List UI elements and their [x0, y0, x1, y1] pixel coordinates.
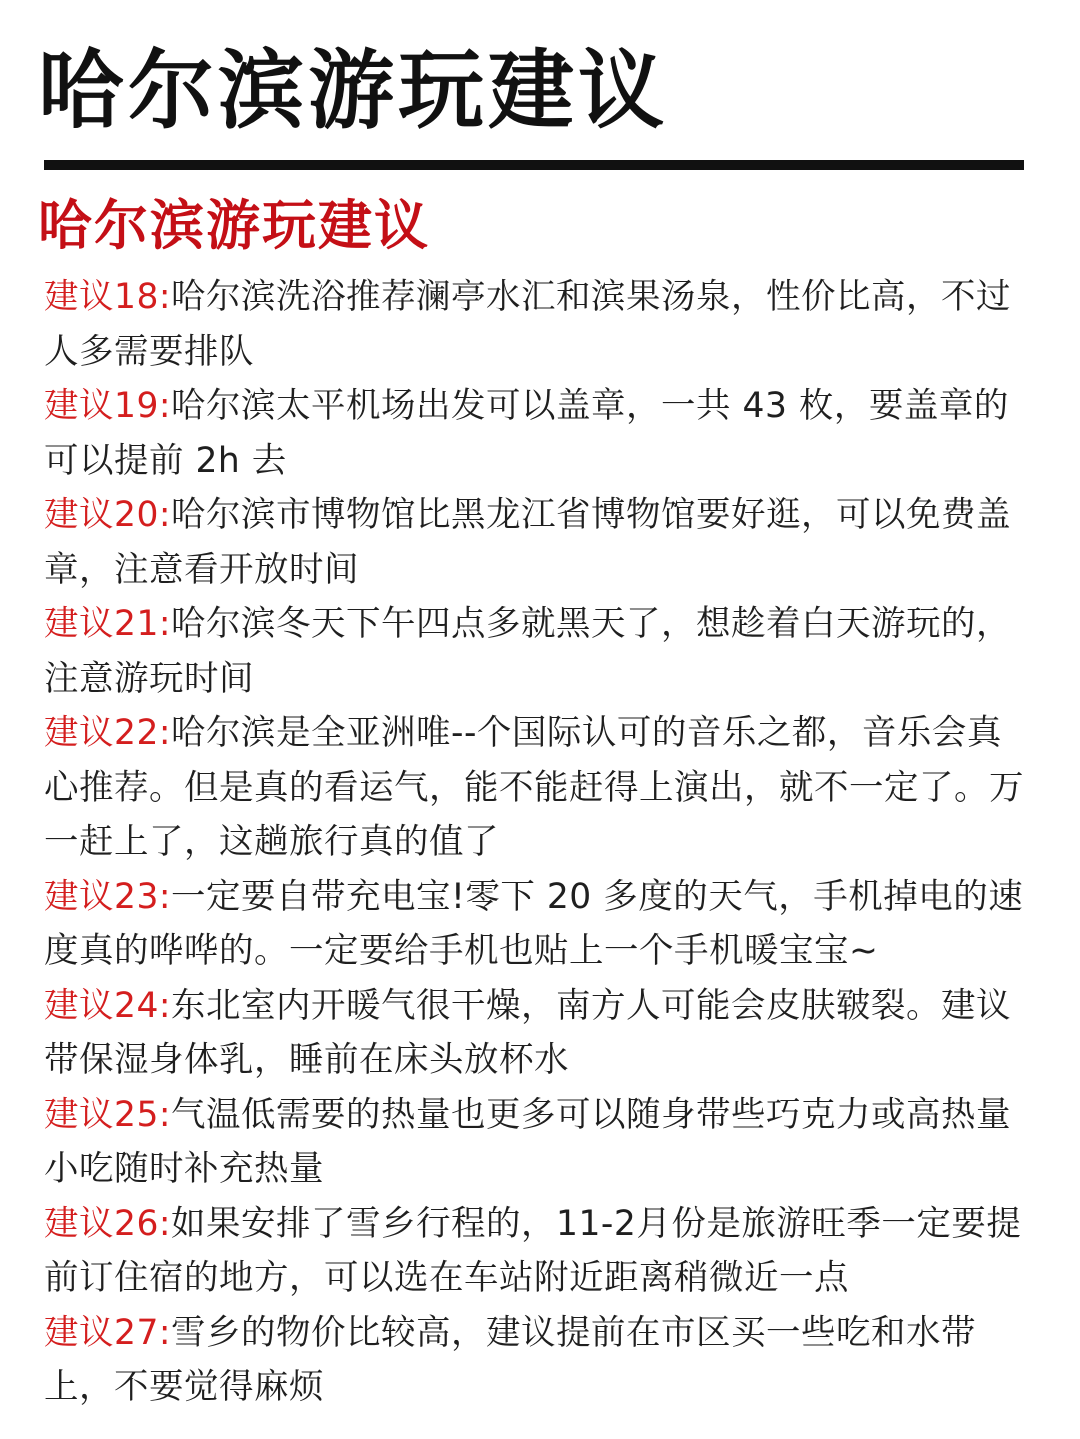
title-divider [44, 160, 1024, 170]
tip-label: 建议21: [44, 604, 172, 644]
tip-item-22 [44, 706, 1028, 870]
tip-label: 建议20: [44, 495, 172, 535]
page-title: 哈尔滨游玩建议 [38, 41, 668, 141]
tip-label: 建议18: [44, 277, 172, 317]
tip-item-26 [44, 1197, 1028, 1306]
tip-item-21 [44, 597, 1028, 706]
tip-text: 哈尔滨是全亚洲唯--个国际认可的音乐之都，音乐会真心推荐。但是真的看运气，能不能赶得上演出，就不一定了。万一赶上了，这趟旅行真的值了 [44, 713, 1024, 862]
tip-label: 建议24: [44, 985, 172, 1026]
tip-text: 东北室内开暖气很干燥，南方人可能会皮肤皲裂。建议带保湿身体乳，睡前在床头放杯水 [44, 985, 1012, 1080]
tip-item-18 [44, 270, 1028, 379]
tip-text: 气温低需要的热量也更多可以随身带些巧克力或高热量小吃随时补充热量 [44, 1094, 1012, 1189]
section-title: 哈尔滨游玩建议 [38, 194, 430, 257]
tip-item-20 [44, 488, 1028, 597]
tip-item-25 [44, 1088, 1028, 1197]
tip-item-27 [44, 1306, 1028, 1415]
tip-label: 建议25: [44, 1094, 172, 1135]
tip-text: 哈尔滨冬天下午四点多就黑天了，想趁着白天游玩的，注意游玩时间 [44, 604, 1012, 699]
tip-text: 如果安排了雪乡行程的，11-2月份是旅游旺季一定要提前订住宿的地方，可以选在车站附近距离稍微近一点 [44, 1203, 1022, 1298]
tip-item-19 [44, 379, 1028, 488]
tip-text: 一定要自带充电宝!零下 20 多度的天气，手机掉电的速度真的哗哗的。一定要给手机也贴上一个手机暖宝宝~ [44, 876, 1024, 971]
tip-text: 哈尔滨市博物馆比黑龙江省博物馆要好逛，可以免费盖章，注意看开放时间 [44, 495, 1012, 590]
tip-label: 建议19: [44, 386, 172, 426]
tip-label: 建议23: [44, 876, 172, 917]
tip-label: 建议27: [44, 1312, 172, 1353]
tip-item-24 [44, 979, 1028, 1088]
tip-text: 哈尔滨洗浴推荐澜亭水汇和滨果汤泉，性价比高，不过人多需要排队 [44, 277, 1012, 372]
tip-label: 建议22: [44, 713, 172, 753]
tip-item-23 [44, 870, 1028, 979]
tip-label: 建议26: [44, 1203, 172, 1244]
tip-text: 哈尔滨太平机场出发可以盖章，一共 43 枚，要盖章的可以提前 2h 去 [44, 386, 1009, 481]
tip-text: 雪乡的物价比较高，建议提前在市区买一些吃和水带上，不要觉得麻烦 [44, 1312, 977, 1407]
tips-list [44, 270, 1028, 1415]
